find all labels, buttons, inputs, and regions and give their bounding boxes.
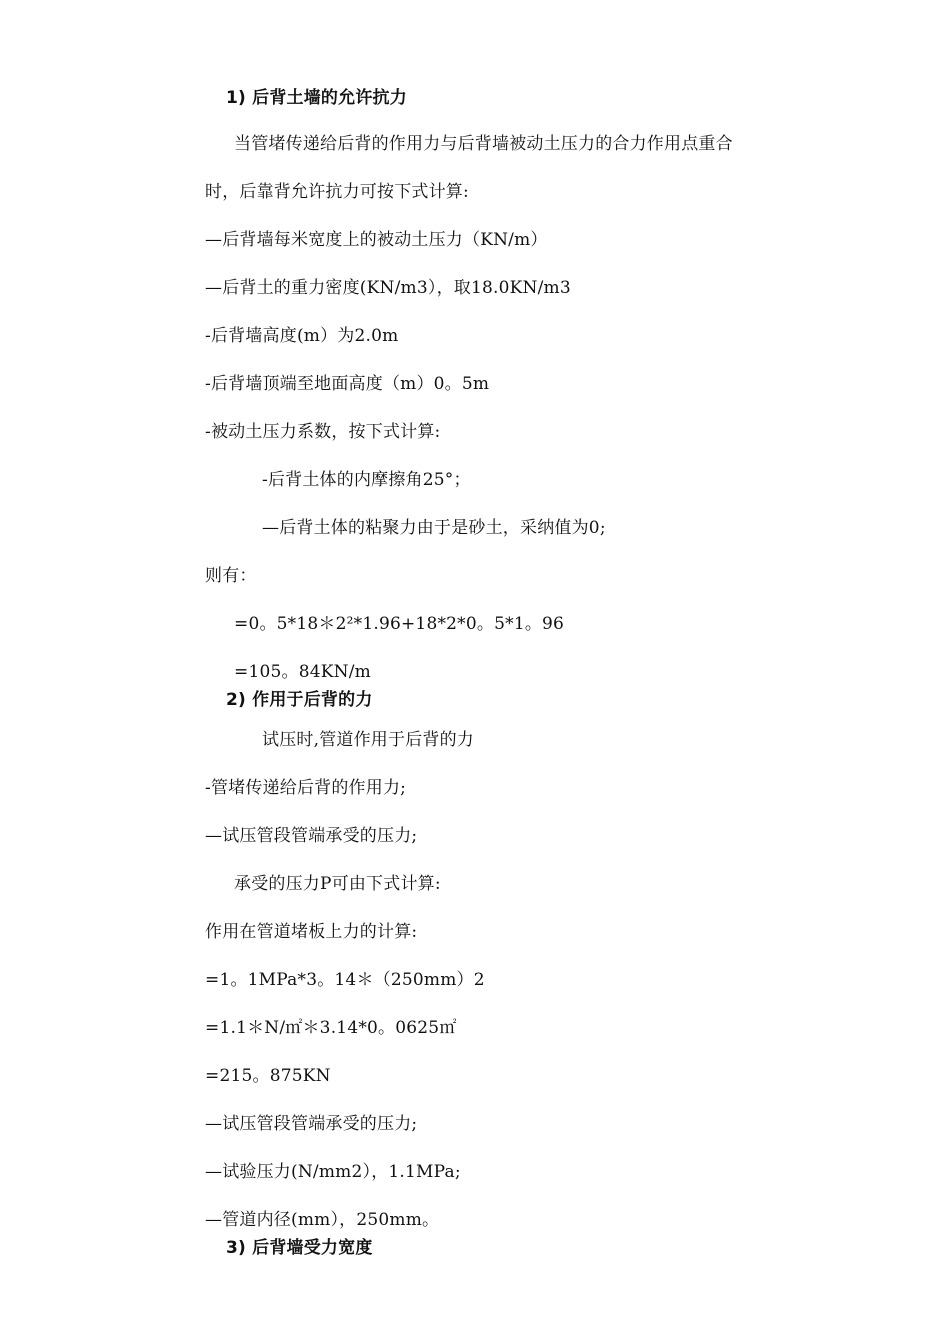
calculation-result-2: =215。875KN xyxy=(205,1066,331,1086)
definition-cohesion: —后背土体的粘聚力由于是砂土，采纳值为0; xyxy=(262,518,606,538)
calculation-result-1: =105。84KN/m xyxy=(234,662,371,682)
definition-wall-height: -后背墙高度(m）为2.0m xyxy=(205,326,399,346)
definition-pressure-coefficient: -被动土压力系数，按下式计算: xyxy=(205,422,441,442)
calculation-line-1: =0。5*18＊2²*1.96+18*2*0。5*1。96 xyxy=(234,614,565,634)
section-1-paragraph-line-1: 当管堵传递给后背的作用力与后背墙被动土压力的合力作用点重合 xyxy=(234,134,733,154)
definition-friction-angle: -后背土体的内摩擦角25°； xyxy=(262,470,471,490)
section-1-heading: 1) 后背土墙的允许抗力 xyxy=(226,88,407,108)
definition-passive-pressure: —后背墙每米宽度上的被动土压力（KN/m） xyxy=(205,230,548,250)
calculation-line-2: =1。1MPa*3。14＊（250mm）2 xyxy=(205,970,485,990)
result-intro: 则有： xyxy=(205,566,257,586)
definition-end-pressure-repeat: —试压管段管端承受的压力; xyxy=(205,1114,418,1134)
definition-test-pressure: —试验压力(N/mm2），1.1MPa; xyxy=(205,1162,461,1182)
definition-wall-top-depth: -后背墙顶端至地面高度（m）0。5m xyxy=(205,374,490,394)
section-2-intro: 试压时,管道作用于后背的力 xyxy=(262,730,475,750)
section-2-heading: 2) 作用于后背的力 xyxy=(226,690,373,710)
definition-pipe-diameter: —管道内径(mm），250mm。 xyxy=(205,1210,440,1230)
definition-plug-force: -管堵传递给后背的作用力; xyxy=(205,778,407,798)
pressure-formula-intro: 承受的压力P可由下式计算: xyxy=(234,874,441,894)
calculation-line-3: =1.1＊N/㎡＊3.14*0。0625㎡ xyxy=(205,1018,457,1038)
section-1-paragraph-line-2: 时，后靠背允许抗力可按下式计算: xyxy=(205,182,469,202)
definition-soil-density: —后背土的重力密度(KN/m3），取18.0KN/m3 xyxy=(205,278,571,298)
definition-end-pressure: —试压管段管端承受的压力; xyxy=(205,826,418,846)
plate-force-calc-intro: 作用在管道堵板上力的计算: xyxy=(205,922,418,942)
section-3-heading: 3) 后背墙受力宽度 xyxy=(226,1238,373,1258)
